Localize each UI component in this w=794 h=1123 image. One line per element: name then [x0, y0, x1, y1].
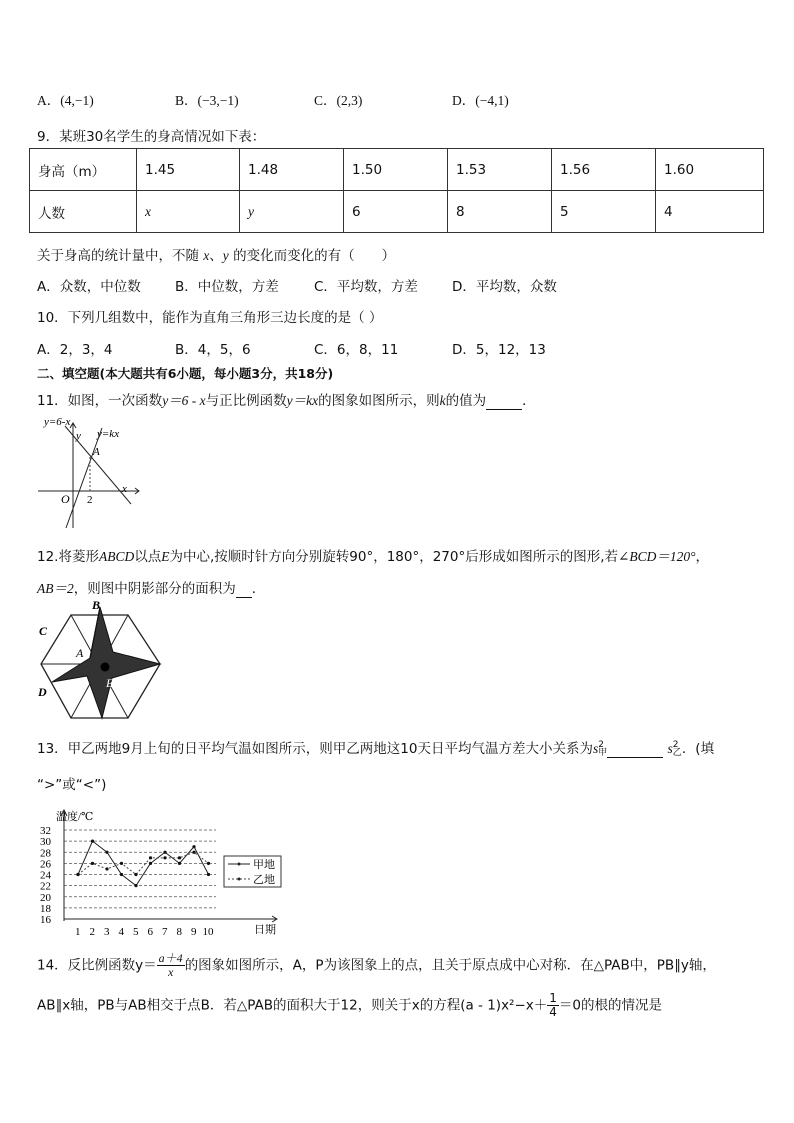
answer-blank: [486, 393, 522, 410]
chart-point: [105, 851, 108, 854]
q11-text-1: 11．如图，一次函数: [37, 393, 163, 409]
q14-numerator-2: 1: [549, 991, 557, 1005]
chart-y-tick-label: 16: [40, 914, 51, 926]
q9-question-text-a: 关于身高的统计量中，不随: [37, 248, 199, 264]
table-cell: 8: [448, 191, 552, 233]
q11-var-k: k: [439, 393, 446, 408]
legend-series-1: 甲地: [253, 859, 275, 871]
chart-point: [149, 856, 152, 859]
q11-formula-1: y＝6 - x: [162, 393, 206, 408]
chart-point: [91, 862, 94, 865]
chart-point: [163, 856, 166, 859]
table-cell: 1.53: [448, 149, 552, 191]
q12-ab: AB＝2: [37, 581, 74, 596]
q13-s-yi: s: [667, 741, 673, 756]
table-cell: 1.48: [240, 149, 344, 191]
q9-question: [37, 244, 395, 264]
q12-e: E: [161, 549, 170, 564]
chart-x-label: 日期: [254, 924, 276, 936]
chart-point: [178, 856, 181, 859]
chart-x-tick-label: 9: [191, 926, 197, 938]
label-b: B: [92, 598, 101, 612]
q14-text-4: ＝0的根的情况是: [558, 997, 663, 1014]
q14-fraction-2: [547, 992, 559, 1019]
height-table: [29, 148, 764, 233]
label-point-a: A: [93, 446, 100, 458]
q8-option-b: B．(−3,−1): [175, 93, 239, 108]
chart-x-tick-label: 10: [202, 926, 214, 938]
chart-point: [192, 845, 195, 848]
q14-text-2: 的图象如图所示，A，P为该图象上的点，且关于原点成中心对称．在△PAB中，PB∥y轴，: [184, 957, 716, 974]
section-heading: 二、填空题(本大题共有6小题，每小题3分，共18分): [37, 366, 334, 381]
q8-option-a: A．(4,−1): [37, 93, 94, 108]
chart-point: [149, 862, 152, 865]
q11-stem: [37, 389, 536, 410]
label-x-axis: x: [122, 483, 127, 495]
q11-end: ．: [522, 393, 536, 409]
q9-var-x: x: [203, 248, 210, 263]
table-cell: x: [137, 191, 240, 233]
answer-blank: [607, 741, 663, 758]
q10-stem: 10．下列几组数中，能作为直角三角形三边长度的是（ ）: [37, 310, 383, 326]
q14-denominator-2: 4: [549, 1005, 557, 1020]
chart-y-tick-label: 20: [40, 891, 51, 904]
q12-line-1: [37, 545, 709, 565]
chart-y-tick-label: 24: [40, 869, 51, 882]
label-e: E: [106, 676, 114, 690]
q12-angle: ∠BCD＝120°: [618, 549, 696, 564]
q9-question-sep: 、: [209, 248, 223, 264]
table-cell: 5: [552, 191, 656, 233]
q14-numerator: a＋4: [158, 951, 183, 965]
chart-point: [91, 840, 94, 843]
legend-series-2: 乙地: [253, 874, 275, 886]
q13-text-1: 13．甲乙两地9月上旬的日平均气温如图所示，则甲乙两地这10天日平均气温方差大小关系为: [37, 741, 593, 757]
label-y-axis: y: [76, 430, 81, 442]
q9-var-y: y: [222, 248, 229, 263]
q11-graph: [36, 412, 142, 530]
chart-x-tick-label: 1: [75, 926, 81, 938]
q12-line-2: [37, 577, 265, 598]
q12-abcd: ABCD: [98, 549, 135, 564]
q14-fraction: [157, 952, 185, 979]
table-cell: y: [240, 191, 344, 233]
q11-text-3: 的图象如图所示，则: [318, 393, 440, 409]
table-row: [30, 191, 764, 233]
table-cell: 4: [656, 191, 764, 233]
label-a: A: [76, 646, 84, 660]
label-d: D: [38, 685, 47, 699]
chart-x-tick-label: 6: [147, 926, 153, 938]
label-y-kx: y=kx: [97, 428, 120, 440]
temperature-chart: [38, 806, 288, 938]
q14-text-1: 14．反比例函数y＝: [37, 957, 157, 974]
label-origin: O: [61, 492, 70, 506]
chart-point: [163, 851, 166, 854]
chart-point: [120, 873, 123, 876]
center-point-e: [101, 663, 110, 672]
q12-figure: [36, 598, 170, 724]
q14-text-3: AB∥x轴，PB与AB相交于点B．若△PAB的面积大于12，则关于x的方程(a - 1)x²−x＋: [37, 997, 548, 1014]
q8-option-d: D．(−4,1): [452, 93, 509, 108]
q9-option-a: A．众数，中位数: [37, 279, 141, 295]
q8-option-c: C．(2,3): [314, 93, 363, 108]
q13-sup-2: 2: [672, 739, 679, 750]
q12-text-2: 以点: [134, 549, 162, 565]
q9-option-c: C．平均数，方差: [314, 279, 418, 295]
label-y-6-x: y=6-x: [44, 416, 71, 428]
q10-option-d: D．5，12，13: [452, 342, 546, 358]
q12-text-4: ，: [695, 549, 709, 565]
chart-y-tick-label: 32: [40, 825, 51, 837]
q14-denominator: x: [168, 965, 174, 980]
chart-series-line-1: [78, 841, 209, 886]
chart-legend: [224, 856, 281, 887]
chart-series-line-2: [78, 852, 209, 874]
table-row: [30, 149, 764, 191]
q10-option-a: A．2，3，4: [37, 342, 113, 358]
chart-y-tick-label: 22: [40, 880, 51, 893]
q10-option-b: B．4，5，6: [175, 342, 251, 358]
chart-point: [207, 862, 210, 865]
chart-y-tick-label: 26: [40, 858, 51, 871]
q9-stem: 9．某班30名学生的身高情况如下表：: [37, 129, 266, 145]
q11-formula-2: y＝kx: [286, 393, 319, 408]
table-cell: 人数: [30, 191, 137, 233]
q14-line-1: [37, 952, 716, 979]
q13-sup-1: 2: [598, 739, 604, 750]
chart-y-tick-label: 28: [40, 847, 51, 860]
table-cell: 1.50: [344, 149, 448, 191]
chart-point: [134, 884, 137, 887]
q13-s-jia: s: [592, 741, 599, 756]
q13-sub-jia: 甲: [598, 748, 608, 758]
answer-blank: [236, 581, 252, 598]
q13-sub-yi: 乙: [672, 748, 682, 758]
chart-y-tick-label: 18: [40, 902, 51, 915]
q12-text-3: 为中心,按顺时针方向分别旋转90°，180°，270°后形成如图所示的图形,若: [169, 549, 619, 565]
chart-x-tick-label: 4: [118, 926, 124, 938]
table-cell: 1.56: [552, 149, 656, 191]
q11-text-2: 与正比例函数: [205, 393, 287, 409]
table-cell: 6: [344, 191, 448, 233]
chart-y-label: 温度/℃: [56, 811, 94, 823]
table-cell: 身高（m）: [30, 149, 137, 191]
q9-option-d: D．平均数，众数: [452, 279, 557, 295]
table-cell: 1.45: [137, 149, 240, 191]
chart-x-tick-label: 3: [104, 926, 110, 938]
label-c: C: [39, 624, 48, 638]
q14-line-2: [37, 992, 662, 1019]
chart-point: [192, 851, 195, 854]
chart-x-tick-label: 2: [89, 926, 95, 938]
q9-option-b: B．中位数，方差: [175, 279, 279, 295]
chart-point: [207, 873, 210, 876]
chart-y-tick-label: 30: [40, 836, 51, 849]
q12-text-1: 12.将菱形: [37, 549, 99, 565]
q9-question-text-b: 的变化而变化的有（ ）: [233, 248, 396, 264]
q13-line-2: “>”或“<”): [37, 777, 107, 793]
q12-text-5: ，则图中阴影部分的面积为: [73, 581, 236, 597]
chart-point: [76, 873, 79, 876]
chart-point: [178, 862, 181, 865]
line-y-kx: [66, 428, 102, 528]
q12-end: ．: [251, 581, 266, 597]
label-tick-2: 2: [87, 494, 93, 506]
chart-x-tick-label: 5: [133, 926, 139, 938]
q13-tail: ．(填: [681, 741, 715, 757]
chart-point: [134, 873, 137, 876]
table-cell: 1.60: [656, 149, 764, 191]
chart-x-tick-label: 8: [176, 926, 182, 938]
chart-point: [105, 867, 108, 870]
chart-x-tick-label: 7: [162, 926, 168, 938]
q13-line-1: [37, 737, 714, 758]
q11-text-4: 的值为: [445, 393, 487, 409]
q10-option-c: C．6，8，11: [314, 342, 399, 358]
chart-point: [120, 862, 123, 865]
